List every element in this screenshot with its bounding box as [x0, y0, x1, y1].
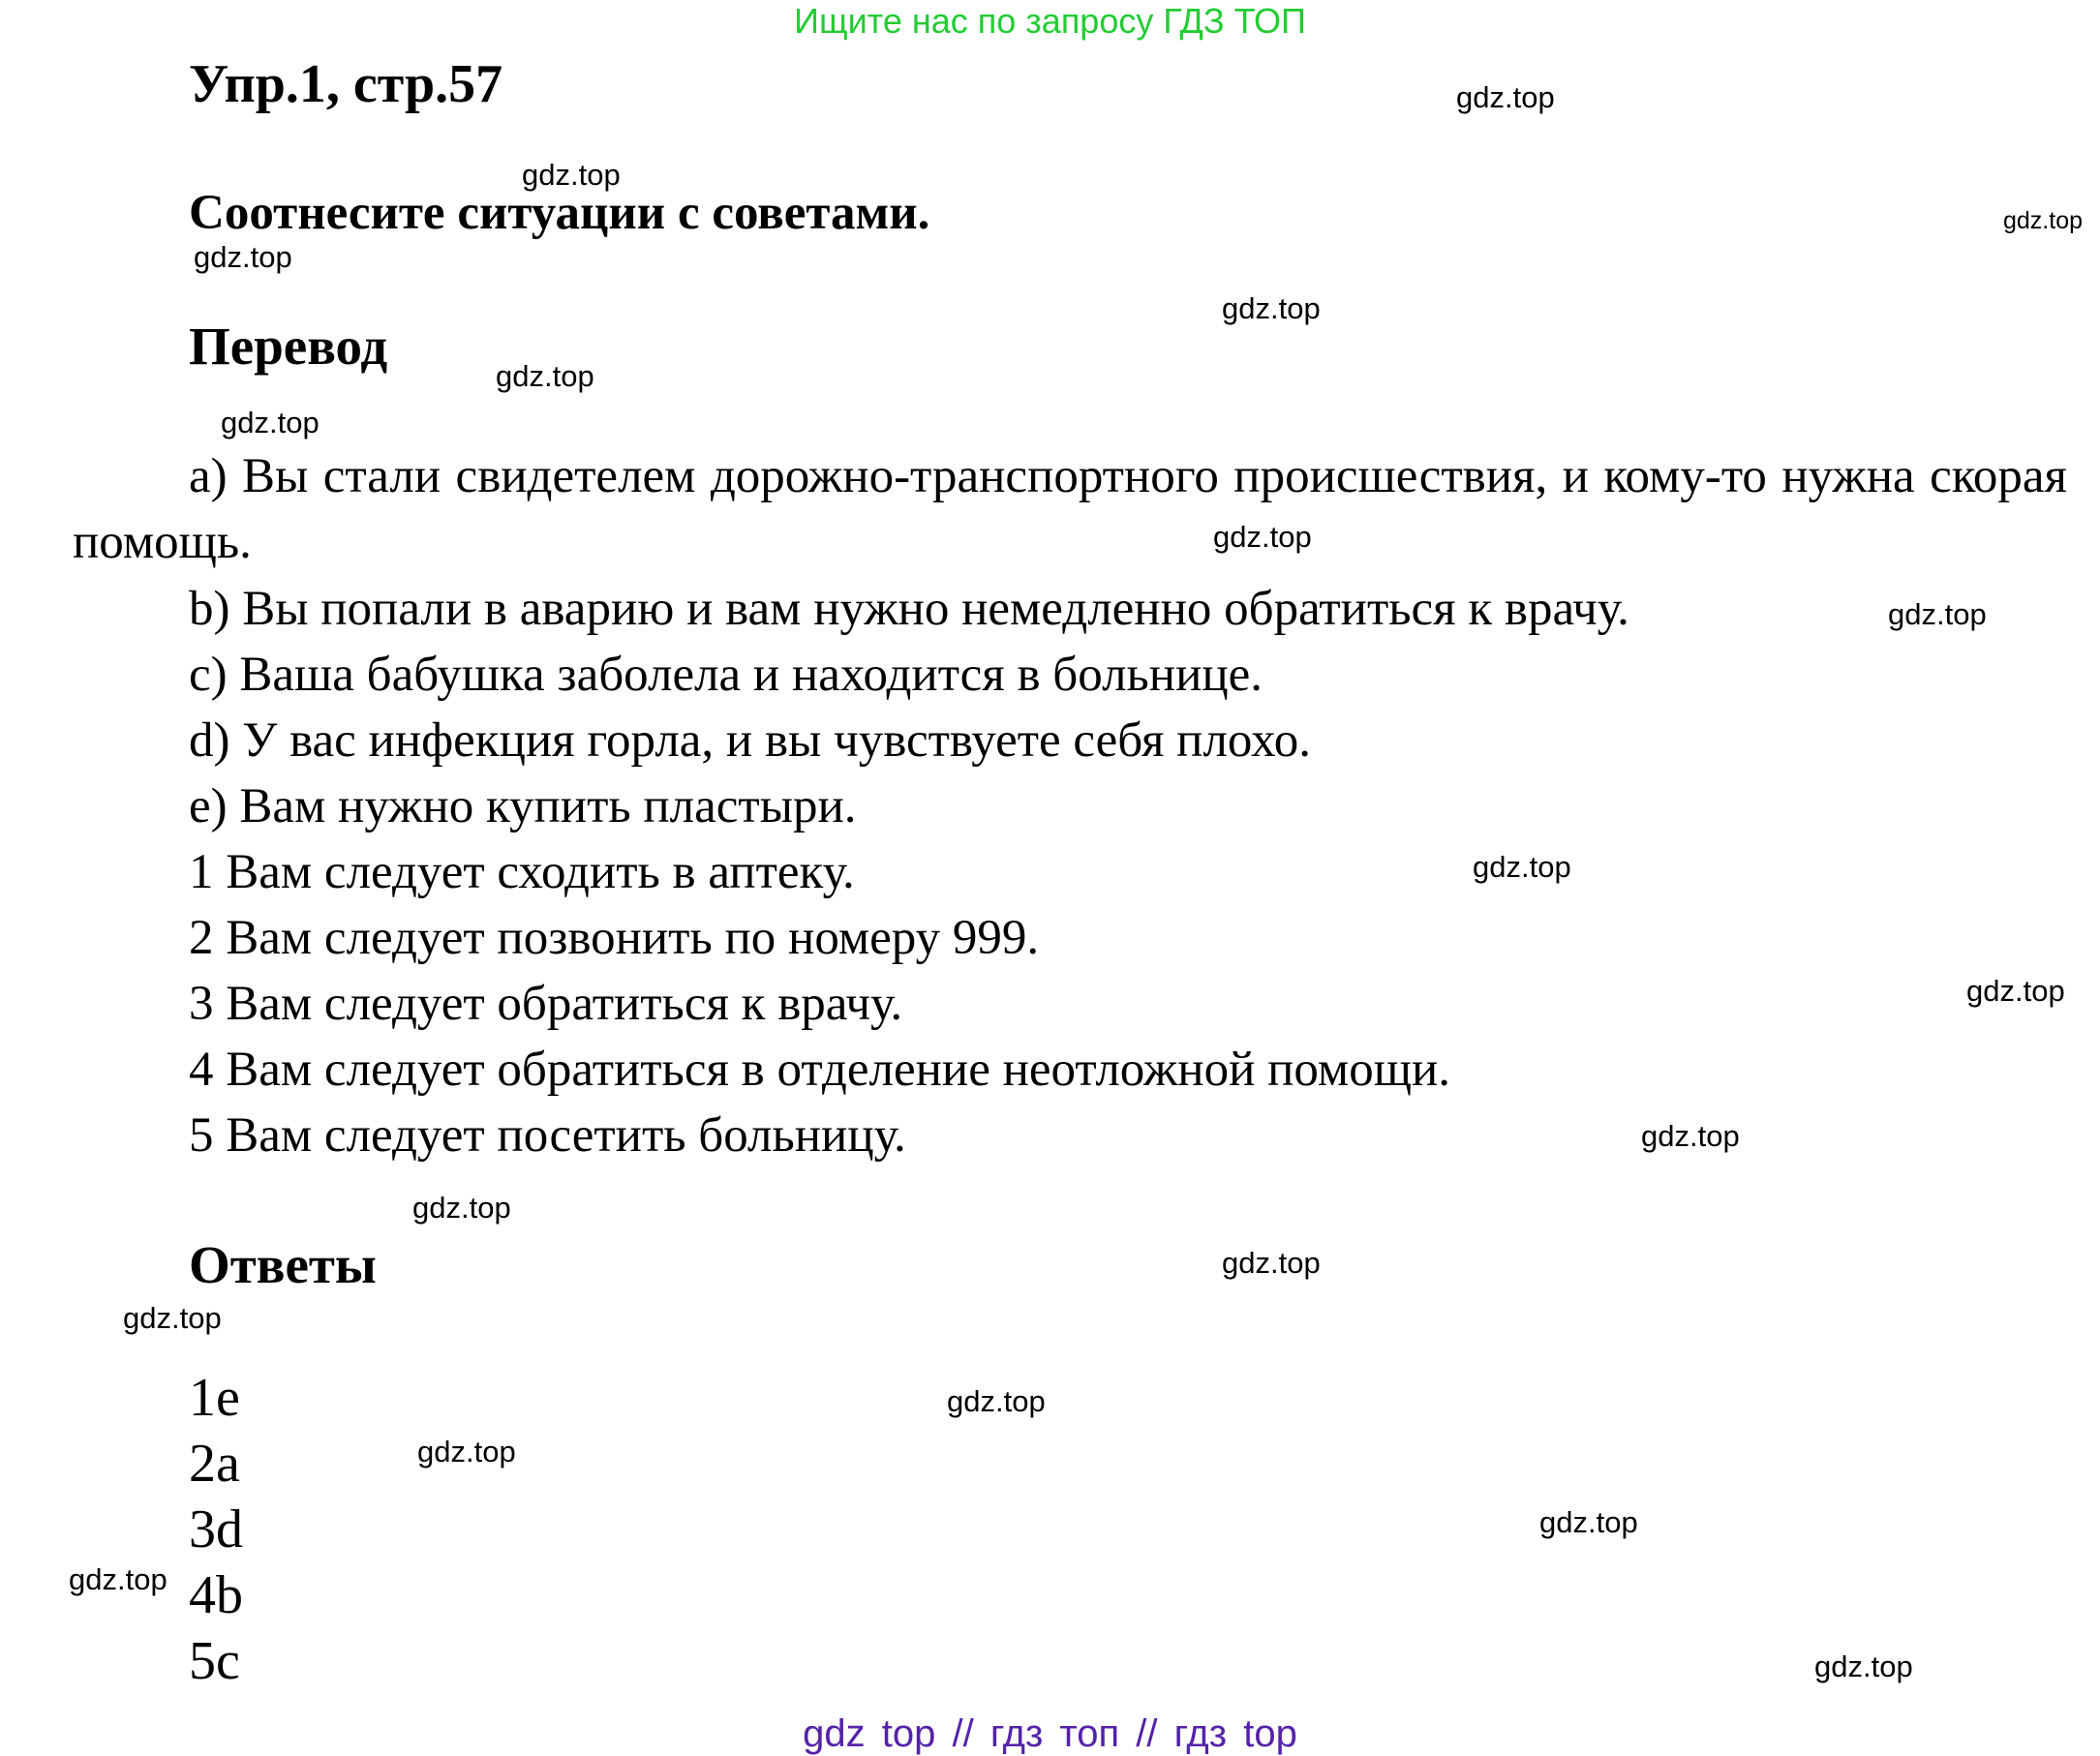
watermark: gdz.top — [947, 1384, 1046, 1418]
advice-5: 5 Вам следует посетить больницу. — [189, 1108, 906, 1163]
watermark: gdz.top — [1213, 520, 1312, 554]
watermark: gdz.top — [1456, 80, 1555, 114]
situation-e: e) Вам нужно купить пластыри. — [189, 779, 857, 833]
page-title: Упр.1, стр.57 — [189, 54, 503, 114]
watermark: gdz.top — [1814, 1650, 1913, 1683]
situation-d: d) У вас инфекция горла, и вы чувствуете себя плохо. — [189, 713, 1311, 768]
answer-1: 1e — [189, 1368, 240, 1428]
watermark: gdz.top — [1539, 1505, 1638, 1539]
answer-2: 2a — [189, 1434, 240, 1494]
advice-1: 1 Вам следует сходить в аптеку. — [189, 845, 855, 899]
watermark: gdz.top — [194, 240, 292, 274]
answer-3: 3d — [189, 1499, 243, 1559]
watermark: gdz.top — [522, 158, 621, 192]
answer-4: 4b — [189, 1565, 243, 1625]
task-instruction: Соотнесите ситуации с советами. — [189, 186, 930, 240]
situation-c: c) Ваша бабушка заболела и находится в больнице. — [189, 648, 1263, 702]
watermark: gdz.top — [221, 406, 320, 439]
advice-2: 2 Вам следует позвонить по номеру 999. — [189, 911, 1040, 965]
watermark: gdz.top — [1473, 850, 1571, 884]
watermark: gdz.top — [1222, 1246, 1321, 1280]
answer-5: 5c — [189, 1631, 240, 1691]
watermark: gdz.top — [123, 1301, 222, 1335]
watermark: gdz.top — [496, 359, 594, 393]
situation-a: а) Вы стали свидетелем дорожно-транспортного происшествия, и кому-то нужна скорая помощь. — [73, 449, 2067, 569]
search-banner: Ищите нас по запросу ГДЗ ТОП — [794, 1, 1306, 41]
translation-heading: Перевод — [189, 317, 388, 376]
watermark: gdz.top — [2003, 207, 2084, 234]
watermark: gdz.top — [69, 1562, 167, 1596]
footer-watermark: gdz top // гдз топ // гдз top — [803, 1712, 1297, 1755]
watermark: gdz.top — [1888, 597, 1987, 631]
situation-b: b) Вы попали в аварию и вам нужно немедленно обратиться к врачу. — [189, 582, 1629, 636]
advice-3: 3 Вам следует обратиться к врачу. — [189, 977, 903, 1031]
watermark: gdz.top — [1641, 1119, 1740, 1153]
watermark: gdz.top — [412, 1191, 511, 1225]
advice-4: 4 Вам следует обратиться в отделение неотложной помощи. — [189, 1043, 1451, 1097]
watermark: gdz.top — [1222, 291, 1321, 325]
watermark: gdz.top — [1966, 974, 2065, 1008]
watermark: gdz.top — [417, 1435, 516, 1468]
answers-heading: Ответы — [189, 1235, 377, 1294]
